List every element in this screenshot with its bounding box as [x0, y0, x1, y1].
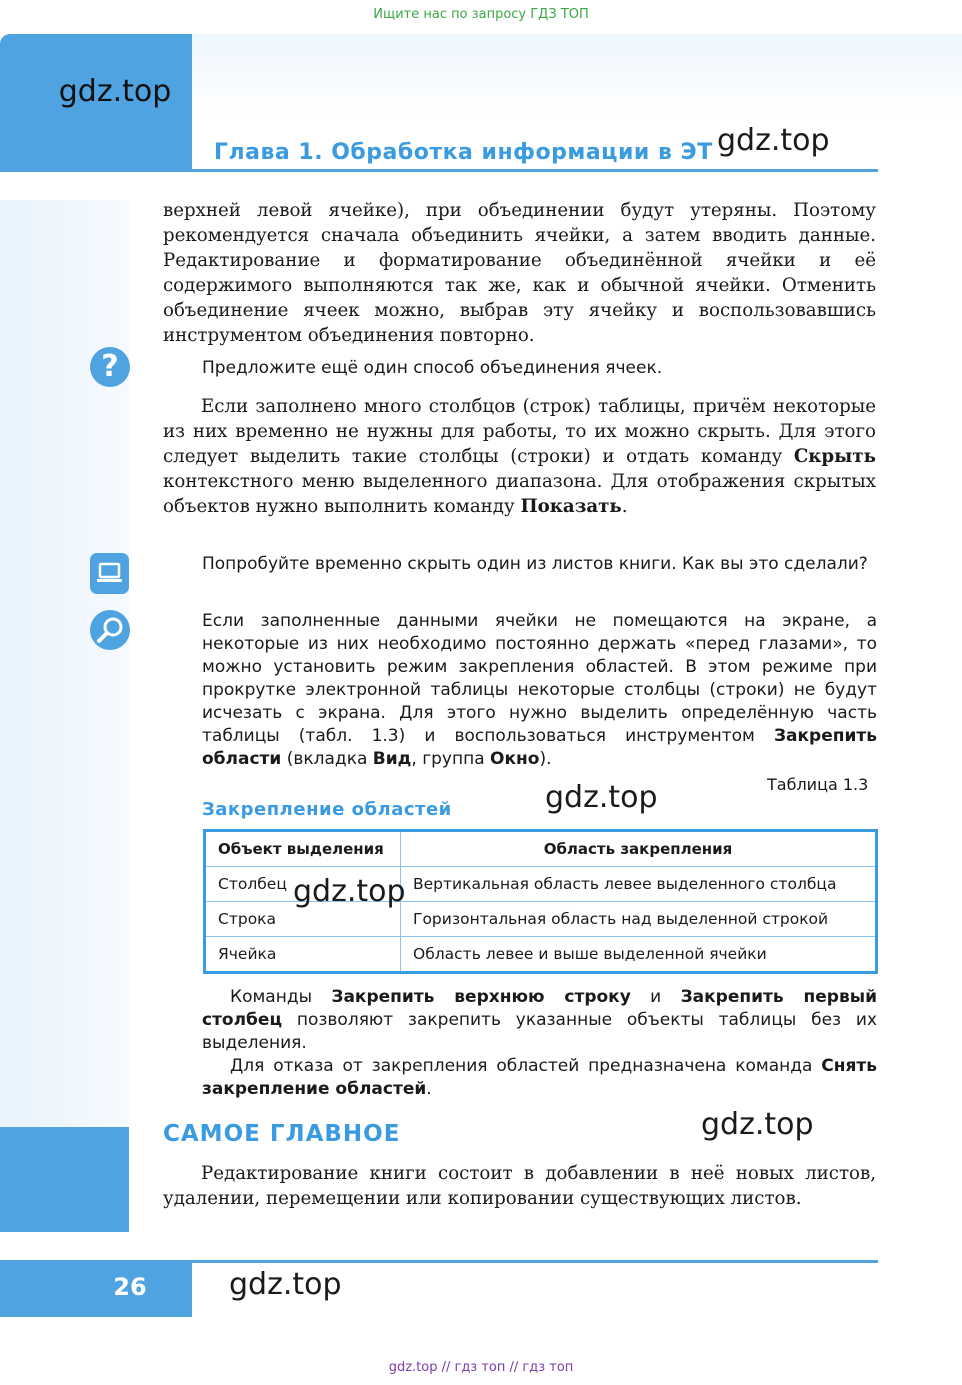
question-icon: ? — [90, 347, 130, 387]
table-title: Закрепление областей — [202, 799, 452, 820]
summary-text: Редактирование книги состоит в добавлении в неё новых листов, удалении, перемещении или копировании существующих листов. — [163, 1163, 876, 1209]
table-cell: Строка — [205, 902, 401, 937]
top-banner[interactable]: Ищите нас по запросу ГДЗ ТОП — [373, 7, 589, 22]
watermark-logo: gdz.top — [701, 1107, 814, 1142]
summary-heading: САМОЕ ГЛАВНОЕ — [163, 1121, 401, 1147]
bottom-banner[interactable]: gdz.top // гдз топ // гдз топ — [388, 1360, 574, 1375]
side-strip — [0, 200, 129, 1128]
paragraph-hide: Если заполнено много столбцов (строк) таблицы, причём некоторые из них временно не нужны для работы, то их можно скрыть. Для этого следует выделить такие столбцы (строки) и отдать команду Скрыть контекстного меню выделенного диапазона. Для отображения скрытых объектов нужно выполнить команду Показать. — [163, 396, 876, 517]
watermark-logo: gdz.top — [229, 1267, 342, 1302]
watermark-logo: gdz.top — [58, 74, 172, 109]
table-cell: Горизонтальная область над выделенной строкой — [401, 902, 877, 937]
table-caption: Таблица 1.3 — [767, 775, 869, 794]
watermark-logo: gdz.top — [717, 123, 830, 158]
paragraph-merge: верхней левой ячейке), при объединении будут утеряны. Поэтому рекомендуется сначала объединить ячейки, а затем вводить данные. Редактирование и форматирование объединённой ячейки и её содержимого выполняются так же, как и обычной ячейки. Отменить объединение ячеек можно, выбрав эту ячейку и воспользовавшись инструментом объединения повторно. — [163, 200, 876, 346]
table-header-cell: Область закрепления — [401, 831, 877, 867]
laptop-icon — [90, 553, 129, 594]
paragraph-commands: Команды Закрепить верхнюю строку и Закрепить первый столбец позволяют закрепить указанные объекты таблицы без их выделения. — [202, 987, 877, 1053]
table-cell: Область левее и выше выделенной ячейки — [401, 937, 877, 973]
table-header-cell: Объект выделения — [205, 831, 401, 867]
page-number: 26 — [113, 1273, 147, 1301]
table-row — [205, 937, 877, 973]
side-block — [0, 1127, 129, 1232]
table-cell: Ячейка — [205, 937, 401, 973]
chapter-title: Глава 1. Обработка информации в ЭТ — [214, 140, 713, 165]
magnifier-icon — [90, 610, 130, 650]
footer-rule — [129, 1260, 878, 1263]
question-text: Предложите ещё один способ объединения ячеек. — [202, 358, 663, 378]
task-text: Попробуйте временно скрыть один из листов книги. Как вы это сделали? — [202, 554, 868, 574]
table-cell: Столбец — [205, 867, 401, 902]
table-header-row — [205, 831, 877, 867]
paragraph-freeze: Если заполненные данными ячейки не помещаются на экране, а некоторые из них необходимо постоянно держать «перед глазами», то можно установить режим закрепления областей. В этом режиме при прокрутке электронной таблицы некоторые столбцы (строки) не будут исчезать с экрана. Для этого нужно выделить определённую часть таблицы (табл. 1.3) и воспользоваться инструментом Закрепить области (вкладка Вид, группа Окно). — [202, 611, 877, 769]
paragraph-unfreeze: Для отказа от закрепления областей предназначена команда Снять закрепление областей. — [202, 1056, 877, 1099]
table-cell: Вертикальная область левее выделенного столбца — [401, 867, 877, 902]
chapter-rule — [192, 169, 878, 172]
watermark-logo: gdz.top — [293, 874, 406, 909]
watermark-logo: gdz.top — [545, 780, 658, 815]
